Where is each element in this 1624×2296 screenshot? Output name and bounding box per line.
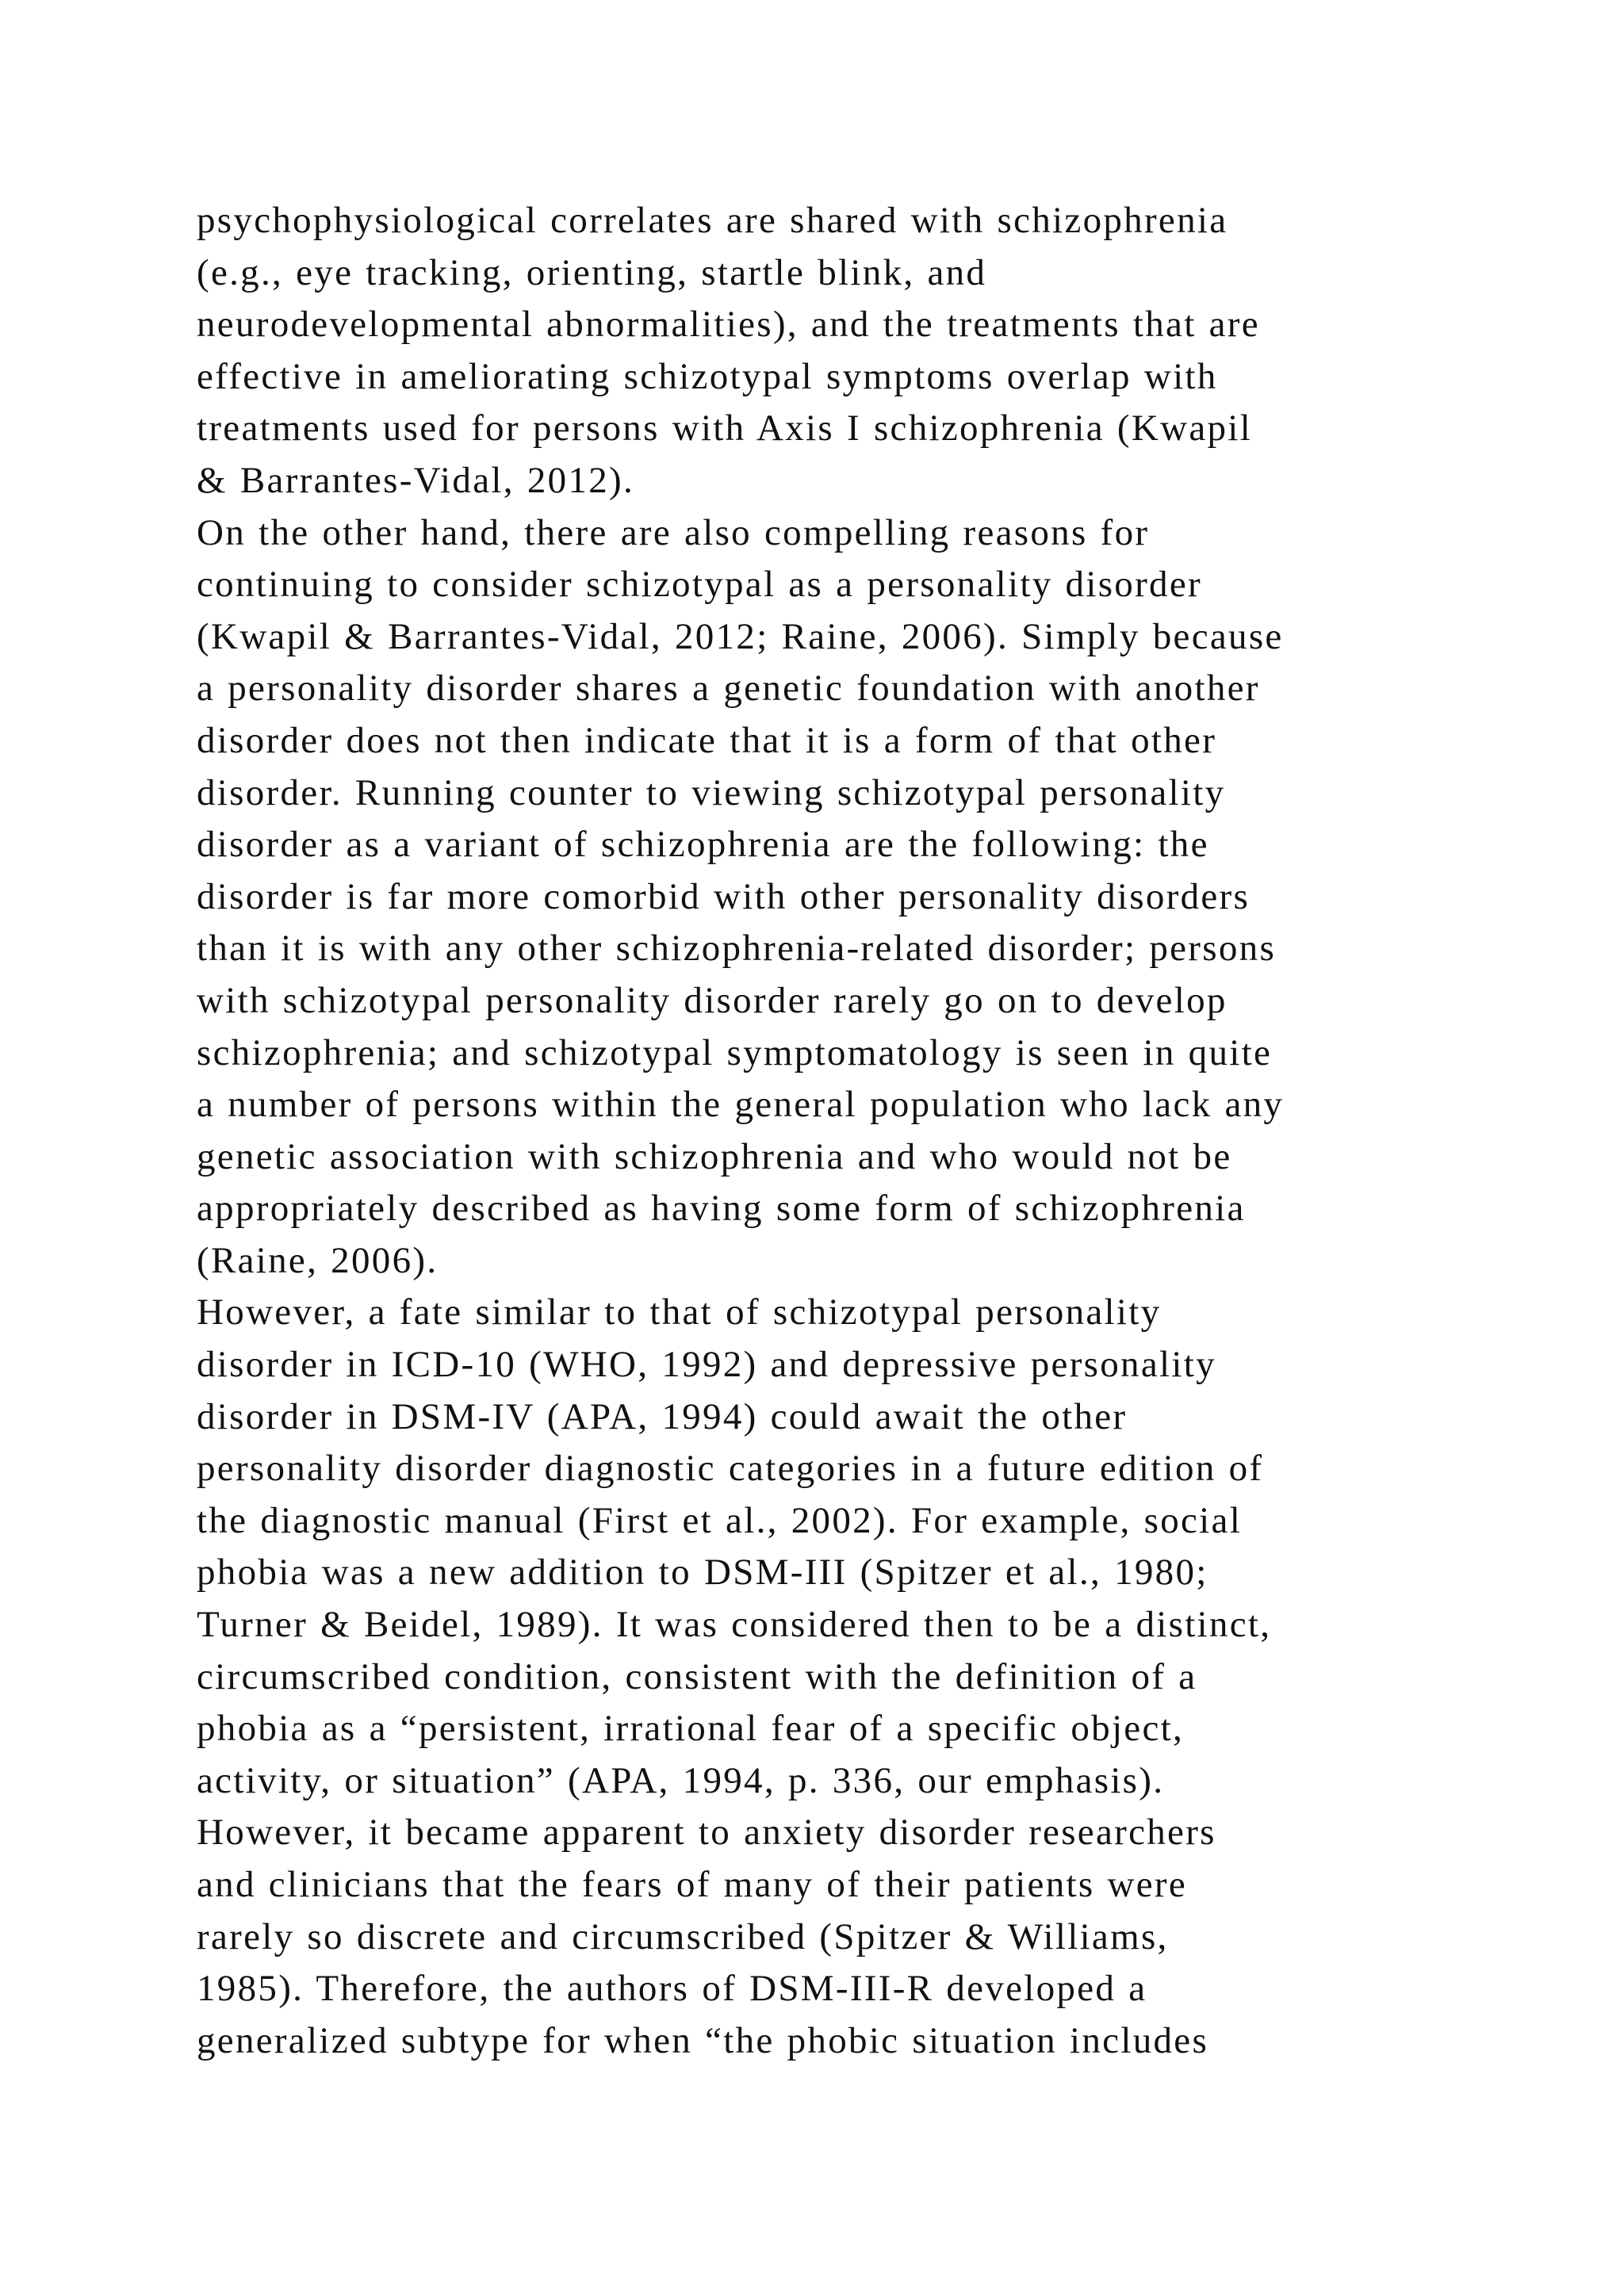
text-line: On the other hand, there are also compelling reasons for <box>197 511 1150 553</box>
text-line: disorder as a variant of schizophrenia are the following: the <box>197 824 1209 866</box>
text-line: disorder in ICD-10 (WHO, 1992) and depressive personality <box>197 1344 1216 1386</box>
body-text <box>197 195 1497 2067</box>
text-line: neurodevelopmental abnormalities), and the treatments that are <box>197 304 1260 346</box>
text-line: disorder. Running counter to viewing schizotypal personality <box>197 771 1226 813</box>
text-line: circumscribed condition, consistent with the definition of a <box>197 1655 1197 1697</box>
text-line: disorder in DSM-IV (APA, 1994) could await the other <box>197 1395 1128 1437</box>
text-line: generalized subtype for when “the phobic situation includes <box>197 2019 1209 2061</box>
text-line: appropriately described as having some form of schizophrenia <box>197 1188 1246 1230</box>
text-line: the diagnostic manual (First et al., 2002). For example, social <box>197 1499 1243 1541</box>
text-line: phobia as a “persistent, irrational fear of a specific object, <box>197 1708 1185 1750</box>
text-line: activity, or situation” (APA, 1994, p. 336, our emphasis). <box>197 1759 1165 1801</box>
text-line: rarely so discrete and circumscribed (Spitzer & Williams, <box>197 1915 1169 1957</box>
text-line: 1985). Therefore, the authors of DSM-III-R developed a <box>197 1968 1147 2010</box>
text-line: (e.g., eye tracking, orienting, startle blink, and <box>197 251 987 293</box>
text-line: personality disorder diagnostic categories in a future edition of <box>197 1448 1264 1490</box>
text-line: effective in ameliorating schizotypal symptoms overlap with <box>197 355 1218 397</box>
text-line: However, it became apparent to anxiety disorder researchers <box>197 1812 1216 1854</box>
text-line: & Barrantes-Vidal, 2012). <box>197 459 635 501</box>
text-line: schizophrenia; and schizotypal symptomatology is seen in quite <box>197 1031 1273 1073</box>
text-line: with schizotypal personality disorder rarely go on to develop <box>197 979 1228 1021</box>
text-line: psychophysiological correlates are shared with schizophrenia <box>197 200 1228 241</box>
text-line: phobia was a new addition to DSM-III (Spitzer et al., 1980; <box>197 1552 1208 1594</box>
text-line: genetic association with schizophrenia and who would not be <box>197 1135 1232 1177</box>
text-line: (Kwapil & Barrantes-Vidal, 2012; Raine, 2006). Simply because <box>197 615 1284 657</box>
text-line: (Raine, 2006). <box>197 1239 439 1281</box>
text-line: continuing to consider schizotypal as a personality disorder <box>197 564 1202 606</box>
text-line: treatments used for persons with Axis I schizophrenia (Kwapil <box>197 408 1253 450</box>
text-line: a personality disorder shares a genetic foundation with another <box>197 668 1260 710</box>
text-line: disorder does not then indicate that it is a form of that other <box>197 719 1217 761</box>
text-line: disorder is far more comorbid with other personality disorders <box>197 875 1251 917</box>
text-line: However, a fate similar to that of schizotypal personality <box>197 1292 1162 1334</box>
text-line: a number of persons within the general population who lack any <box>197 1084 1285 1126</box>
text-line: Turner & Beidel, 1989). It was considered then to be a distinct, <box>197 1604 1272 1646</box>
text-line: than it is with any other schizophrenia-related disorder; persons <box>197 928 1277 970</box>
text-line: and clinicians that the fears of many of their patients were <box>197 1864 1188 1905</box>
